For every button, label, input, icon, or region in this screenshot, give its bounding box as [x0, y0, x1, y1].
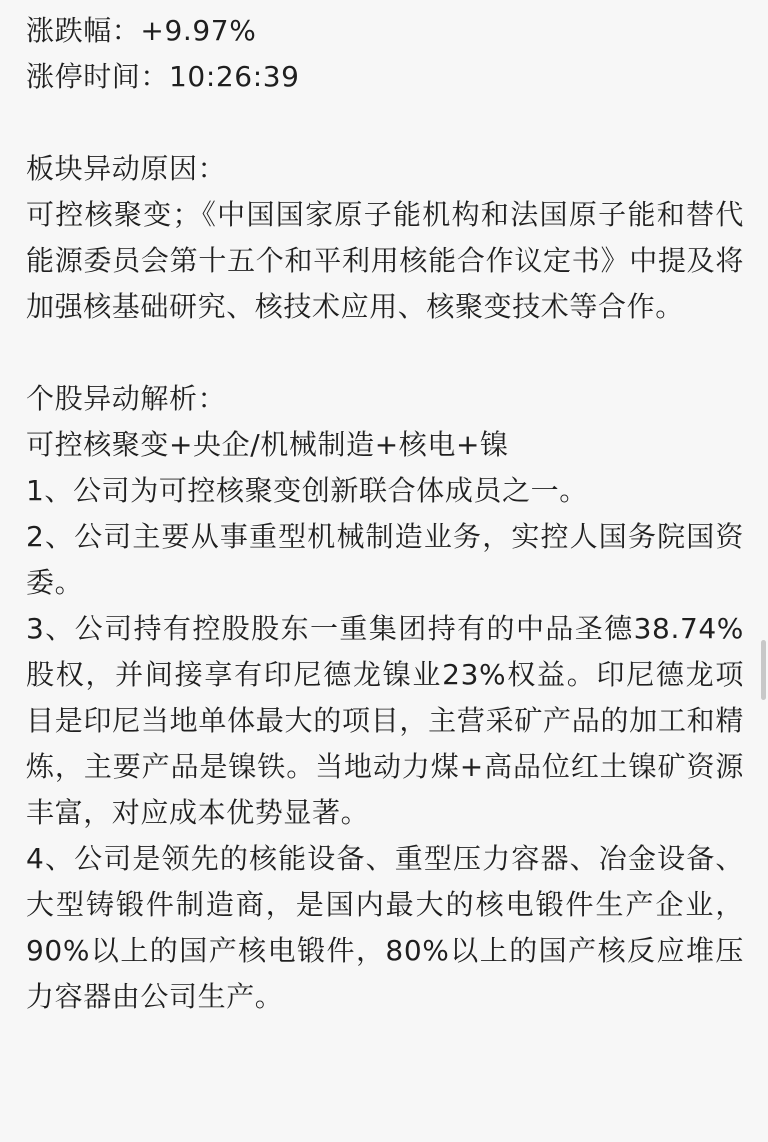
price-change-line: 涨跌幅：+9.97% [26, 14, 257, 47]
stock-point-3: 3、公司持有控股股东一重集团持有的中品圣德38.74%股权，并间接享有印尼德龙镍业23%权益。印尼德龙项目是印尼当地单体最大的项目，主营采矿产品的加工和精炼，主要产品是镍铁。当地动力煤+高品位红土镍矿资源丰富，对应成本优势显著。 [26, 612, 744, 829]
sector-reason-text: 可控核聚变；《中国国家原子能机构和法国原子能和替代能源委员会第十五个和平利用核能合作议定书》中提及将加强核基础研究、核技术应用、核聚变技术等合作。 [26, 198, 744, 323]
limit-up-time-line: 涨停时间：10:26:39 [26, 60, 300, 93]
stock-point-1: 1、公司为可控核聚变创新联合体成员之一。 [26, 474, 588, 507]
article-body [26, 8, 744, 1020]
spacer [26, 330, 744, 376]
sector-heading: 板块异动原因： [26, 152, 227, 185]
spacer [26, 100, 744, 146]
scrollbar-thumb[interactable] [761, 640, 766, 700]
stock-point-2: 2、公司主要从事重型机械制造业务，实控人国务院国资委。 [26, 520, 744, 599]
stock-point-4: 4、公司是领先的核能设备、重型压力容器、冶金设备、大型铸锻件制造商，是国内最大的核电锻件生产企业，90%以上的国产核电锻件，80%以上的国产核反应堆压力容器由公司生产。 [26, 842, 744, 1013]
stock-tags: 可控核聚变+央企/机械制造+核电+镍 [26, 428, 509, 461]
stock-heading: 个股异动解析： [26, 382, 227, 415]
